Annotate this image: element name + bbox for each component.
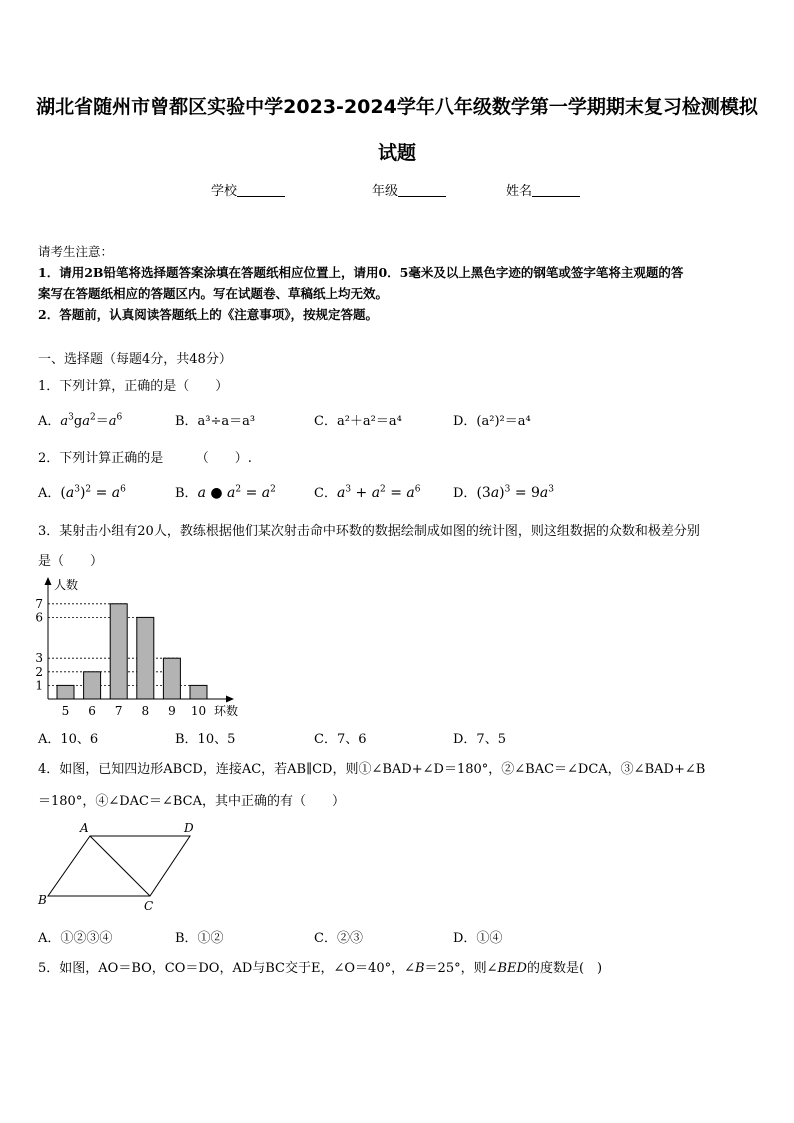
q2-option-d-label: D． — [453, 486, 477, 501]
q2-option-c-formula: $a^3 + a^2 = a^6$ — [336, 484, 421, 501]
quadrilateral-abcd — [48, 836, 190, 896]
q4-option-c[interactable]: C．②③ — [314, 931, 363, 946]
q5-angle-b: B — [414, 961, 425, 976]
q2-option-b-label: B． — [175, 486, 198, 501]
vertex-label-b: B — [38, 893, 47, 907]
y-tick-2: 2 — [35, 664, 43, 679]
name-label: 姓名 — [506, 184, 533, 199]
q5-angle-bed: BED — [497, 961, 527, 976]
bar-5 — [57, 685, 74, 699]
q4-stem-line-1: 4．如图，已知四边形ABCD，连接AC，若AB∥CD，则①∠BAD+∠D＝180°，②∠BAC＝∠DCA，③∠BAD+∠B — [38, 762, 706, 777]
vertex-label-d: D — [184, 821, 194, 835]
q2-option-b-formula: a ● $a^2 = a^2$ — [197, 484, 276, 501]
notice-heading: 请考生注意： — [38, 244, 114, 259]
x-tick-labels — [62, 704, 206, 718]
y-axis-arrow — [45, 577, 52, 585]
title-line-1: 湖北省随州市曾都区实验中学2023-2024学年八年级数学第一学期期末复习检测模拟 — [36, 96, 758, 118]
vertex-label-a: A — [80, 821, 89, 835]
q3-stem — [38, 517, 758, 577]
school-label: 学校 — [211, 184, 238, 199]
page-title — [30, 84, 764, 176]
q5-stem-part-2: ＝25°，则∠ — [424, 961, 498, 976]
q5-stem-part-3: 的度数是( ) — [526, 961, 603, 976]
section-heading: 一、选择题（每题4分，共48分） — [38, 352, 232, 367]
q4-stem — [38, 754, 758, 818]
notice-block — [38, 241, 758, 325]
title-line-2: 试题 — [377, 142, 416, 164]
q1-option-b[interactable]: B．a³÷a＝a³ — [175, 414, 256, 429]
q2-option-a-label: A． — [38, 486, 61, 501]
x-tick-10: 10 — [190, 704, 207, 718]
q3-option-a[interactable]: A．10、6 — [38, 732, 99, 747]
q2-option-a-formula: $(a^3)^2 = a^6$ — [60, 484, 126, 501]
grade-field[interactable] — [372, 180, 446, 199]
q1-option-a-label: A． — [38, 414, 61, 429]
bar-9 — [163, 658, 180, 699]
q4-quadrilateral-figure — [30, 818, 210, 914]
grade-blank[interactable] — [398, 183, 446, 197]
q2-option-c[interactable] — [314, 482, 421, 501]
q3-option-c[interactable]: C．7、6 — [314, 732, 367, 747]
bar-10 — [190, 685, 207, 699]
q3-option-d[interactable]: D．7、5 — [453, 732, 506, 747]
notice-item-1b: 案写在答题纸相应的答题区内。写在试题卷、草稿纸上均无效。 — [38, 286, 389, 301]
q2-stem: 2．下列计算正确的是 （ ）. — [38, 451, 252, 466]
chart-bars — [57, 604, 207, 699]
x-tick-5: 5 — [61, 704, 70, 718]
vertex-label-c: C — [144, 899, 154, 913]
q2-option-c-label: C． — [314, 486, 337, 501]
y-tick-6: 6 — [35, 610, 43, 625]
q1-option-a[interactable] — [38, 410, 122, 429]
q4-option-d[interactable]: D．①④ — [453, 931, 503, 946]
q3-bar-chart — [30, 573, 260, 723]
q1-stem: 1．下列计算，正确的是（ ） — [38, 379, 229, 394]
y-tick-3: 3 — [35, 651, 43, 666]
q2-option-d-formula: $(3a)^3 = 9a^3$ — [476, 484, 555, 501]
notice-item-2: 2．答题前，认真阅读答题纸上的《注意事项》，按规定答题。 — [38, 307, 378, 322]
y-tick-7: 7 — [35, 596, 43, 611]
x-axis-label: 环数 — [214, 704, 239, 718]
name-blank[interactable] — [532, 183, 580, 197]
bar-7 — [110, 604, 127, 699]
q5-stem-part-1: 5．如图，AO＝BO，CO＝DO，AD与BC交于E，∠O＝40°，∠ — [38, 961, 415, 976]
x-tick-6: 6 — [88, 704, 96, 718]
q2-option-d[interactable] — [453, 482, 554, 501]
x-tick-7: 7 — [114, 704, 123, 718]
bar-6 — [84, 672, 101, 699]
q4-stem-line-2: ＝180°，④∠DAC＝∠BCA，其中正确的有（ ） — [38, 794, 345, 809]
grade-label: 年级 — [372, 184, 399, 199]
y-tick-1: 1 — [35, 678, 43, 693]
q1-option-c[interactable]: C．a²＋a²＝a⁴ — [314, 414, 402, 429]
q1-option-a-formula: $a^3ga^2=a^6$ — [60, 412, 123, 429]
x-tick-9: 9 — [168, 704, 176, 718]
q4-option-a[interactable]: A．①②③④ — [38, 931, 113, 946]
q5-stem — [38, 957, 602, 976]
q1-option-d[interactable]: D．(a²)²＝a⁴ — [453, 414, 531, 429]
x-tick-8: 8 — [141, 704, 150, 718]
x-axis-arrow — [226, 696, 234, 703]
y-tick-labels — [35, 597, 43, 693]
q2-option-b[interactable] — [175, 482, 276, 501]
bar-8 — [137, 617, 154, 699]
school-field[interactable] — [211, 180, 285, 199]
q3-stem-line-2: 是（ ） — [38, 554, 104, 569]
q3-stem-line-1: 3．某射击小组有20人，教练根据他们某次射击命中环数的数据绘制成如图的统计图，则这组数据的众数和极差分别 — [38, 524, 700, 539]
notice-item-1a: 1．请用2B铅笔将选择题答案涂填在答题纸相应位置上，请用0．5毫米及以上黑色字迹的钢笔或签字笔将主观题的答 — [38, 265, 684, 280]
school-blank[interactable] — [237, 183, 285, 197]
q2-option-a[interactable] — [38, 482, 126, 501]
diagonal-ac — [90, 836, 150, 896]
name-field[interactable] — [506, 180, 580, 199]
y-axis-label: 人数 — [54, 578, 79, 592]
q3-option-b[interactable]: B．10、5 — [175, 732, 236, 747]
q4-option-b[interactable]: B．①② — [175, 931, 224, 946]
